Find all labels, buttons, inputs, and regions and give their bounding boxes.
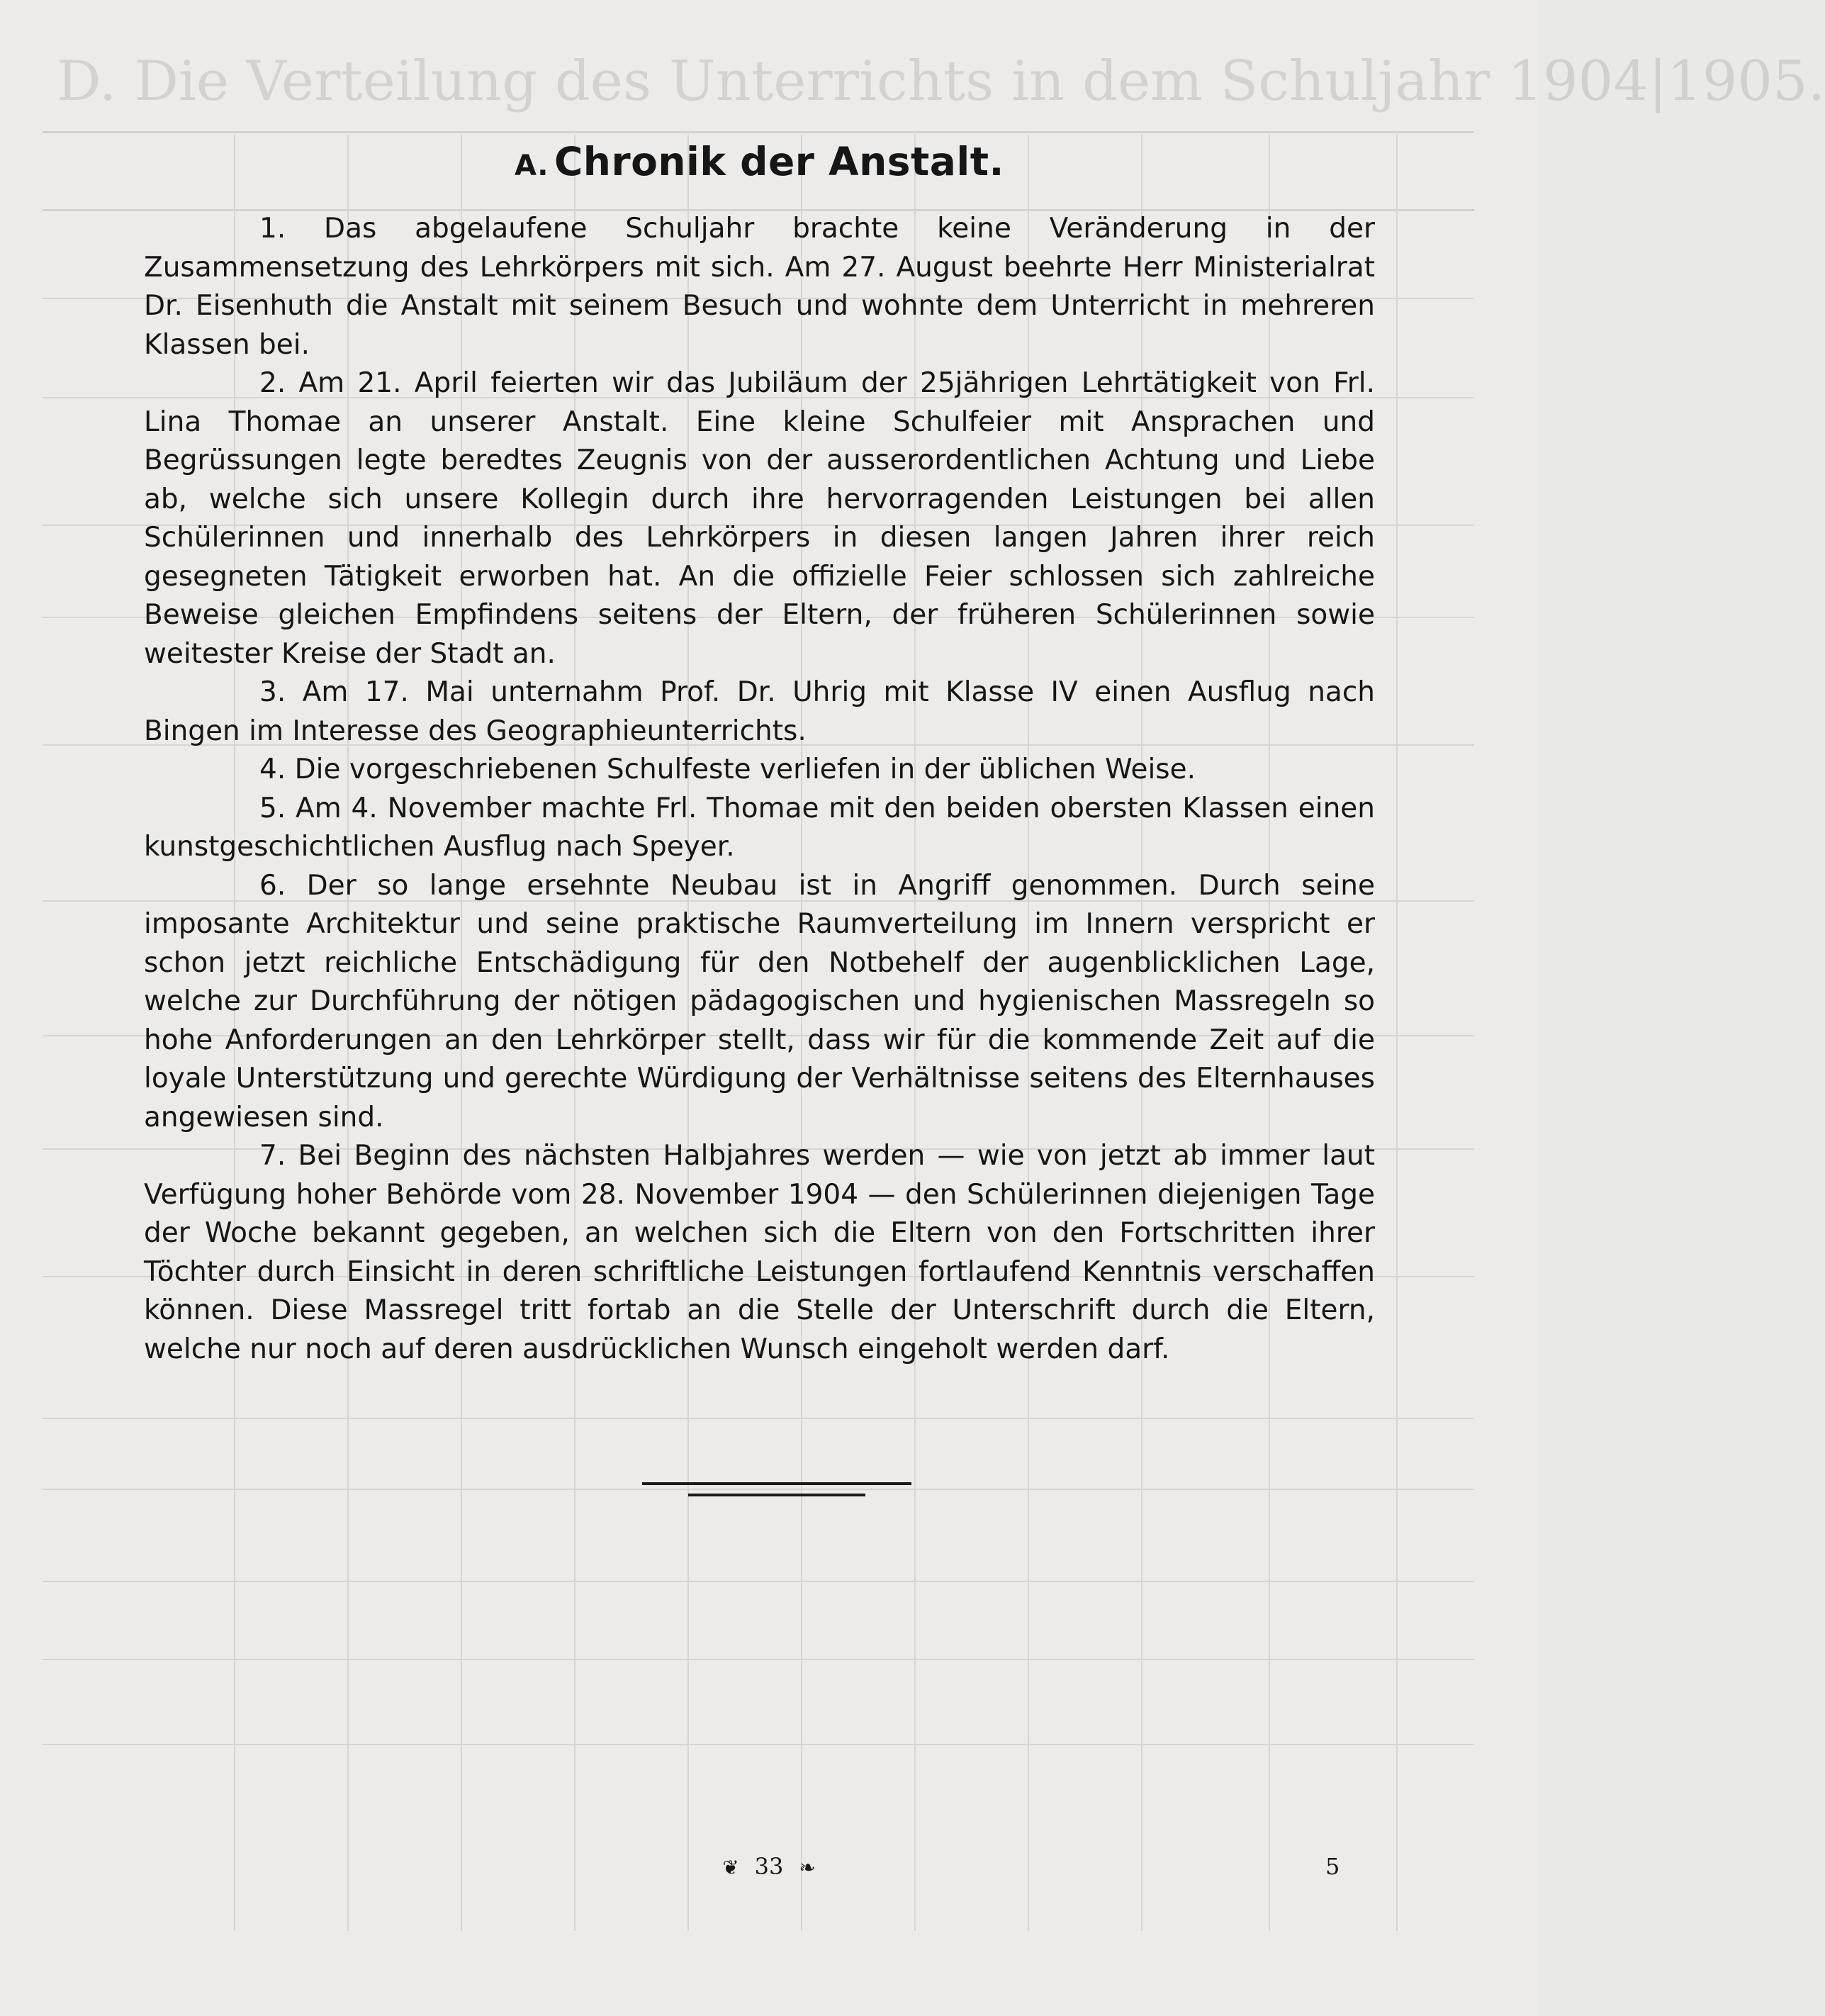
section-letter: A. [515, 150, 549, 182]
show-through-row [43, 1581, 1474, 1582]
page-number: 33 [754, 1853, 784, 1880]
show-through-title: D. Die Verteilung des Unterrichts in dem Schuljahr 1904|1905. [57, 50, 1825, 113]
show-through-row [43, 1659, 1474, 1660]
paragraph-5: 5. Am 4. November machte Frl. Thomae mit den beiden obersten Klassen einen kunstgeschichtlichen Ausflug nach Speyer. [144, 792, 1375, 863]
show-through-row [43, 1744, 1474, 1745]
paragraph-6: 6. Der so lange ersehnte Neubau ist in Angriff genommen. Durch seine imposante Architektur und seine praktische Raumverteilung im Innern verspricht er schon jetzt reichliche Entschädigung für den Notbehelf der augenblicklichen Lage, welche zur Durchführung der nötigen pädagogischen und hygienischen Massregeln so hohe Anforderungen an den Lehrkörper stellt, dass wir für die kommende Zeit auf die loyale Unterstützung und gerechte Würdigung der Verhältnisse seitens des Elternhauses angewiesen sind. [144, 869, 1375, 1133]
end-rule-short [688, 1494, 865, 1496]
end-rule-long [642, 1482, 911, 1485]
paragraph-3: 3. Am 17. Mai unternahm Prof. Dr. Uhrig mit Klasse IV einen Ausflug nach Bingen im Interesse des Geographieunterrichts. [144, 676, 1375, 747]
paragraph-7: 7. Bei Beginn des nächsten Halbjahres werden — wie von jetzt ab immer laut Verfügung hoher Behörde vom 28. November 1904 — den Schülerinnen diejenigen Tage der Woche bekannt gegeben, an welchen sich die Eltern von den Fortschritten ihrer Töchter durch Einsicht in deren schriftliche Leistungen fortlaufend Kenntnis verschaffen können. Diese Massregel tritt fortab an die Stelle der Unterschrift durch die Eltern, welche nur noch auf deren ausdrücklichen Wunsch eingeholt werden darf. [144, 1140, 1375, 1365]
page-number-group [673, 1853, 865, 1880]
paragraph-2: 2. Am 21. April feierten wir das Jubiläum der 25jährigen Lehrtätigkeit von Frl. Lina Thomae an unserer Anstalt. Eine kleine Schulfeier mit Ansprachen und Begrüssungen legte beredtes Zeugnis von der ausserordentlichen Achtung und Liebe ab, welche sich unsere Kollegin durch ihre hervorragenden Leistungen bei allen Schülerinnen und innerhalb des Lehrkörpers in diesen langen Jahren ihrer reich gesegneten Tätigkeit erworben hat. An die offizielle Feier schlossen sich zahlreiche Beweise gleichen Empfindens seitens der Eltern, der früheren Schülerinnen sowie weitester Kreise der Stadt an. [144, 367, 1375, 670]
show-through-column [1396, 135, 1398, 1931]
section-heading [144, 139, 1375, 184]
show-through-row [43, 1418, 1474, 1419]
ornament-right-icon: ❧ [799, 1856, 816, 1879]
ornament-left-icon: ❦ [722, 1856, 739, 1879]
chronicle-section [144, 139, 1375, 1369]
paragraph-1: 1. Das abgelaufene Schuljahr brachte keine Veränderung in der Zusammensetzung des Lehrkörpers mit sich. Am 27. August beehrte Herr Ministerialrat Dr. Eisenhuth die Anstalt mit seinem Besuch und wohnte dem Unterricht in mehreren Klassen bei. [144, 213, 1375, 361]
signature-mark: 5 [1325, 1853, 1340, 1880]
show-through-rule [43, 131, 1474, 133]
section-title: Chronik der Anstalt. [554, 139, 1004, 184]
paragraph-4: 4. Die vorgeschriebenen Schulfeste verliefen in der üblichen Weise. [259, 754, 1196, 785]
section-end-rule [642, 1482, 911, 1496]
